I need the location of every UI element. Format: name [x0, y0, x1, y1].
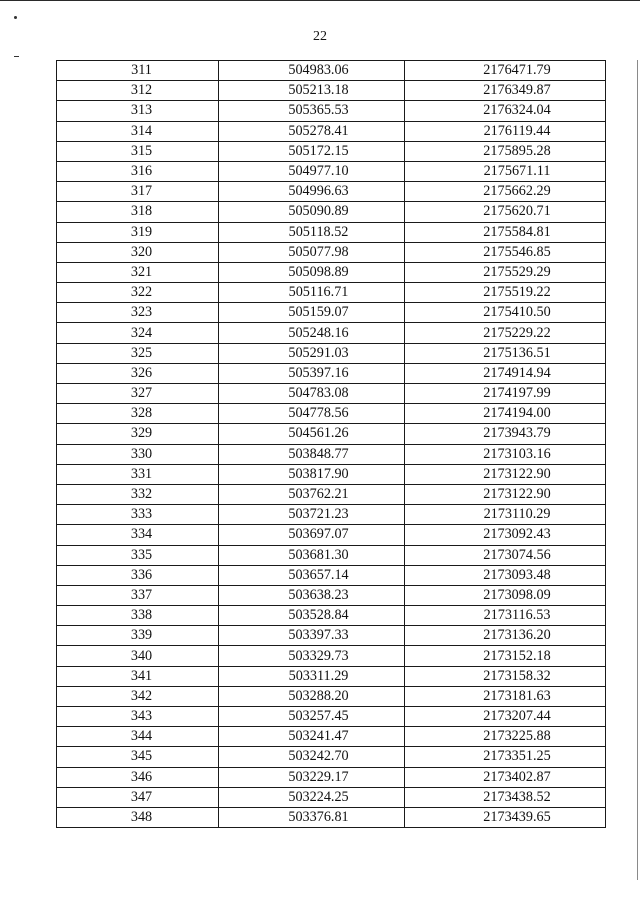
point-number-cell: 315: [57, 141, 219, 161]
y-coordinate-cell: 2175136.51: [405, 343, 606, 363]
x-coordinate-cell: 503241.47: [219, 727, 405, 747]
point-number-cell: 325: [57, 343, 219, 363]
point-number-cell: 311: [57, 61, 219, 81]
x-coordinate-cell: 503224.25: [219, 787, 405, 807]
y-coordinate-cell: 2173136.20: [405, 626, 606, 646]
x-coordinate-cell: 505116.71: [219, 283, 405, 303]
table-row: [57, 101, 606, 121]
x-coordinate-cell: 505172.15: [219, 141, 405, 161]
point-number-cell: 347: [57, 787, 219, 807]
y-coordinate-cell: 2175229.22: [405, 323, 606, 343]
x-coordinate-cell: 505291.03: [219, 343, 405, 363]
table-row: [57, 666, 606, 686]
point-number-cell: 321: [57, 262, 219, 282]
x-coordinate-cell: 503817.90: [219, 464, 405, 484]
table-row: [57, 545, 606, 565]
x-coordinate-cell: 503311.29: [219, 666, 405, 686]
y-coordinate-cell: 2175529.29: [405, 262, 606, 282]
y-coordinate-cell: 2175546.85: [405, 242, 606, 262]
x-coordinate-cell: 503657.14: [219, 565, 405, 585]
point-number-cell: 324: [57, 323, 219, 343]
point-number-cell: 327: [57, 384, 219, 404]
point-number-cell: 343: [57, 707, 219, 727]
point-number-cell: 313: [57, 101, 219, 121]
table-row: [57, 585, 606, 605]
point-number-cell: 331: [57, 464, 219, 484]
x-coordinate-cell: 505098.89: [219, 262, 405, 282]
y-coordinate-cell: 2173943.79: [405, 424, 606, 444]
y-coordinate-cell: 2176324.04: [405, 101, 606, 121]
y-coordinate-cell: 2175662.29: [405, 182, 606, 202]
y-coordinate-cell: 2175519.22: [405, 283, 606, 303]
table-row: [57, 484, 606, 504]
x-coordinate-cell: 503848.77: [219, 444, 405, 464]
y-coordinate-cell: 2174197.99: [405, 384, 606, 404]
point-number-cell: 345: [57, 747, 219, 767]
point-number-cell: 341: [57, 666, 219, 686]
x-coordinate-cell: 503397.33: [219, 626, 405, 646]
point-number-cell: 342: [57, 686, 219, 706]
point-number-cell: 323: [57, 303, 219, 323]
table-row: [57, 727, 606, 747]
point-number-cell: 326: [57, 363, 219, 383]
point-number-cell: 329: [57, 424, 219, 444]
page-number: 22: [313, 29, 327, 44]
point-number-cell: 317: [57, 182, 219, 202]
y-coordinate-cell: 2176349.87: [405, 81, 606, 101]
table-row: [57, 242, 606, 262]
point-number-cell: 335: [57, 545, 219, 565]
table-row: [57, 81, 606, 101]
x-coordinate-cell: 503697.07: [219, 525, 405, 545]
scan-mark-dash: [14, 56, 19, 57]
y-coordinate-cell: 2173351.25: [405, 747, 606, 767]
y-coordinate-cell: 2173158.32: [405, 666, 606, 686]
x-coordinate-cell: 505077.98: [219, 242, 405, 262]
x-coordinate-cell: 505090.89: [219, 202, 405, 222]
point-number-cell: 339: [57, 626, 219, 646]
point-number-cell: 328: [57, 404, 219, 424]
table-row: [57, 444, 606, 464]
coordinates-table: [56, 60, 606, 828]
table-row: [57, 565, 606, 585]
table-row: [57, 767, 606, 787]
table-row: [57, 384, 606, 404]
table-row: [57, 202, 606, 222]
x-coordinate-cell: 503242.70: [219, 747, 405, 767]
point-number-cell: 322: [57, 283, 219, 303]
point-number-cell: 318: [57, 202, 219, 222]
x-coordinate-cell: 505397.16: [219, 363, 405, 383]
y-coordinate-cell: 2173152.18: [405, 646, 606, 666]
x-coordinate-cell: 503376.81: [219, 807, 405, 827]
y-coordinate-cell: 2175620.71: [405, 202, 606, 222]
point-number-cell: 348: [57, 807, 219, 827]
table-row: [57, 343, 606, 363]
point-number-cell: 336: [57, 565, 219, 585]
y-coordinate-cell: 2173402.87: [405, 767, 606, 787]
x-coordinate-cell: 504783.08: [219, 384, 405, 404]
x-coordinate-cell: 503528.84: [219, 606, 405, 626]
y-coordinate-cell: 2173110.29: [405, 505, 606, 525]
point-number-cell: 346: [57, 767, 219, 787]
table-row: [57, 464, 606, 484]
table-row: [57, 525, 606, 545]
point-number-cell: 312: [57, 81, 219, 101]
y-coordinate-cell: 2173122.90: [405, 484, 606, 504]
y-coordinate-cell: 2175671.11: [405, 161, 606, 181]
table-row: [57, 646, 606, 666]
table-row: [57, 182, 606, 202]
y-coordinate-cell: 2173116.53: [405, 606, 606, 626]
point-number-cell: 332: [57, 484, 219, 504]
x-coordinate-cell: 503229.17: [219, 767, 405, 787]
y-coordinate-cell: 2175895.28: [405, 141, 606, 161]
y-coordinate-cell: 2174914.94: [405, 363, 606, 383]
table-row: [57, 424, 606, 444]
x-coordinate-cell: 504977.10: [219, 161, 405, 181]
x-coordinate-cell: 504996.63: [219, 182, 405, 202]
x-coordinate-cell: 503721.23: [219, 505, 405, 525]
point-number-cell: 320: [57, 242, 219, 262]
point-number-cell: 340: [57, 646, 219, 666]
x-coordinate-cell: 505365.53: [219, 101, 405, 121]
table-row: [57, 161, 606, 181]
table-row: [57, 747, 606, 767]
table-row: [57, 303, 606, 323]
table-row: [57, 141, 606, 161]
y-coordinate-cell: 2176471.79: [405, 61, 606, 81]
table-row: [57, 323, 606, 343]
table-row: [57, 606, 606, 626]
x-coordinate-cell: 505159.07: [219, 303, 405, 323]
y-coordinate-cell: 2173207.44: [405, 707, 606, 727]
y-coordinate-cell: 2173092.43: [405, 525, 606, 545]
y-coordinate-cell: 2173093.48: [405, 565, 606, 585]
y-coordinate-cell: 2173098.09: [405, 585, 606, 605]
y-coordinate-cell: 2174194.00: [405, 404, 606, 424]
table-row: [57, 505, 606, 525]
x-coordinate-cell: 503329.73: [219, 646, 405, 666]
point-number-cell: 314: [57, 121, 219, 141]
x-coordinate-cell: 503681.30: [219, 545, 405, 565]
page-right-edge: [637, 60, 638, 880]
x-coordinate-cell: 505278.41: [219, 121, 405, 141]
x-coordinate-cell: 504983.06: [219, 61, 405, 81]
point-number-cell: 344: [57, 727, 219, 747]
table-row: [57, 404, 606, 424]
y-coordinate-cell: 2173438.52: [405, 787, 606, 807]
y-coordinate-cell: 2173074.56: [405, 545, 606, 565]
x-coordinate-cell: 503638.23: [219, 585, 405, 605]
point-number-cell: 334: [57, 525, 219, 545]
scan-mark-dot: [14, 16, 17, 19]
table-row: [57, 283, 606, 303]
point-number-cell: 330: [57, 444, 219, 464]
page-top-edge: [0, 0, 640, 1]
point-number-cell: 319: [57, 222, 219, 242]
y-coordinate-cell: 2176119.44: [405, 121, 606, 141]
table-row: [57, 121, 606, 141]
x-coordinate-cell: 504778.56: [219, 404, 405, 424]
x-coordinate-cell: 505213.18: [219, 81, 405, 101]
y-coordinate-cell: 2173181.63: [405, 686, 606, 706]
table-row: [57, 61, 606, 81]
table-row: [57, 807, 606, 827]
point-number-cell: 333: [57, 505, 219, 525]
table-row: [57, 686, 606, 706]
x-coordinate-cell: 503257.45: [219, 707, 405, 727]
point-number-cell: 316: [57, 161, 219, 181]
y-coordinate-cell: 2175410.50: [405, 303, 606, 323]
y-coordinate-cell: 2173439.65: [405, 807, 606, 827]
x-coordinate-cell: 503762.21: [219, 484, 405, 504]
table-row: [57, 262, 606, 282]
y-coordinate-cell: 2175584.81: [405, 222, 606, 242]
point-number-cell: 338: [57, 606, 219, 626]
y-coordinate-cell: 2173103.16: [405, 444, 606, 464]
x-coordinate-cell: 503288.20: [219, 686, 405, 706]
table-row: [57, 626, 606, 646]
table-row: [57, 707, 606, 727]
x-coordinate-cell: 505118.52: [219, 222, 405, 242]
coordinates-table-body: [57, 61, 606, 828]
point-number-cell: 337: [57, 585, 219, 605]
y-coordinate-cell: 2173225.88: [405, 727, 606, 747]
table-row: [57, 787, 606, 807]
table-row: [57, 222, 606, 242]
y-coordinate-cell: 2173122.90: [405, 464, 606, 484]
table-row: [57, 363, 606, 383]
x-coordinate-cell: 504561.26: [219, 424, 405, 444]
x-coordinate-cell: 505248.16: [219, 323, 405, 343]
